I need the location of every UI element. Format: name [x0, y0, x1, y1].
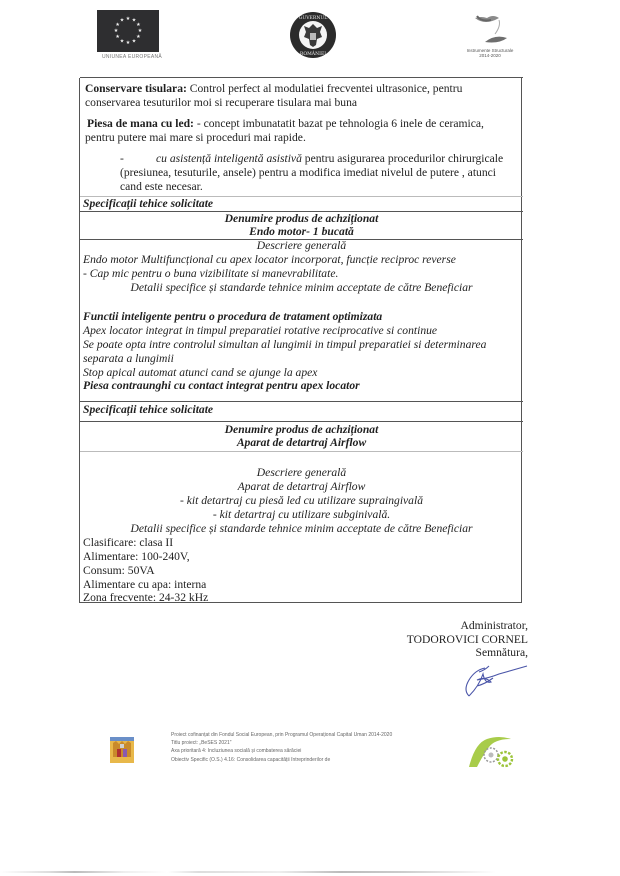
section2-desc-title: Descriere generală: [256, 239, 347, 252]
spec-item: Zona frecvente: 24-32 kHz: [83, 591, 209, 604]
piesa-text1: - concept imbunatatit bazat pe tehnologia 6 inele de ceramica,: [193, 117, 484, 130]
func-line4: Stop apical automat atunci cand se ajunge la apex: [83, 366, 318, 379]
instrumente-structurale-logo: [455, 12, 525, 48]
section2-desc-line1: Endo motor Multifuncțional cu apex locator incorporat, funcție reciproc reverse: [83, 253, 456, 266]
footer-line: Titlu proiect: „BeSES 2021”: [171, 740, 232, 747]
section2-product-label: Denumire produs de achziționat: [224, 212, 379, 225]
footer-project-info: [171, 731, 392, 764]
svg-text:ROMÂNIEI: ROMÂNIEI: [299, 52, 327, 57]
bullet-dash: -: [120, 152, 124, 165]
signer-name: TODOROVICI CORNEL: [406, 632, 528, 646]
guvernul-romaniei-seal: [289, 11, 337, 59]
is-caption-line1: Instrumente Structurale: [466, 48, 514, 53]
specifications-table: [79, 78, 522, 603]
instrumente-structurale-caption: [448, 48, 532, 58]
piesa-line2: pentru putere mai mare si proceduri mai rapide.: [85, 131, 306, 144]
piesa-label: Piesa de mana cu led:: [87, 117, 194, 130]
conservare-line2: conservarea tesuturilor moi si recuperare tisulara mai buna: [85, 96, 358, 109]
footer-line: Proiect cofinanțat din Fondul Social European, prin Programul Operațional Capital Uman 2014-2020: [171, 732, 393, 738]
government-seal-icon: [289, 11, 337, 59]
section3-desc-line1: Aparat de detartraj Airflow: [237, 480, 366, 493]
signature-block: [407, 619, 528, 660]
section3-desc-title: Descriere generală: [256, 466, 347, 479]
bullet-line1: [156, 152, 503, 166]
svg-text:★: ★: [119, 38, 125, 45]
handwritten-signature: [455, 660, 530, 700]
svg-text:★: ★: [131, 38, 137, 45]
func-line1: Apex locator integrat in timpul preparatiei rotative reciprocative si continue: [83, 324, 438, 337]
structural-instruments-icon: [455, 12, 525, 48]
svg-text:★: ★: [113, 28, 119, 34]
divider: [80, 401, 523, 402]
spec-item: Alimentare: 100-240V,: [83, 550, 190, 563]
svg-text:GUVERNUL: GUVERNUL: [298, 16, 328, 21]
spec-item: Alimentare cu apa: interna: [83, 578, 207, 591]
bullet-text1: pentru asigurarea procedurilor chirurgicale: [301, 152, 504, 165]
coat-of-arms-logo: [110, 737, 134, 763]
footer-line: Obiectiv Specific (O.S.) 4.16: Consolidarea capacității întreprinderilor de: [171, 756, 331, 763]
conservare-label: Conservare tisulara:: [85, 82, 187, 95]
svg-text:★: ★: [119, 17, 125, 24]
bullet-line3: cand este necesar.: [120, 180, 203, 193]
section3-desc-line2: - kit detartraj cu piesă led cu utilizare supraingivală: [179, 494, 423, 507]
coat-of-arms-icon: [110, 737, 134, 763]
section2-details-line: Detalii specifice și standarde tehnice minim acceptate de către Beneficiar: [130, 281, 473, 294]
section3-product-label: Denumire produs de achziționat: [224, 423, 379, 436]
scan-edge: [0, 871, 620, 873]
svg-text:★: ★: [115, 34, 120, 40]
section2-heading: Specificații tehice solicitate: [83, 197, 214, 210]
svg-text:★: ★: [131, 17, 137, 24]
section3-heading: Specificații tehice solicitate: [83, 403, 214, 416]
conservare-line1: [85, 82, 462, 96]
section2-desc-line2: - Cap mic pentru o buna vizibilitate si manevrabilitate.: [83, 267, 339, 280]
divider: [80, 421, 523, 422]
functions-title: Functii inteligente pentru o procedura de tratament optimizata: [83, 310, 383, 323]
piesa-line1: [87, 117, 484, 131]
bullet-italic: cu asistență inteligentă asistivă: [156, 152, 302, 165]
svg-text:★: ★: [136, 34, 141, 40]
func-line5: Piesa contraunghi cu contact integrat pentru apex locator: [83, 379, 360, 392]
func-line3: separata a lungimii: [83, 352, 174, 365]
signer-role: Administrator,: [460, 619, 528, 632]
ses-logo: [465, 733, 525, 769]
section3-details-line: Detalii specifice și standarde tehnice minim acceptate de către Beneficiar: [130, 522, 473, 535]
svg-text:★: ★: [115, 22, 120, 28]
footer-line: Axa prioritară 4: Incluziunea socială și combaterea sărăciei: [171, 748, 302, 755]
svg-text:★: ★: [125, 40, 131, 46]
eu-flag-logo: [97, 10, 159, 52]
section2-product-name: Endo motor- 1 bucată: [249, 225, 354, 238]
table-top-border: [80, 77, 523, 78]
svg-text:★: ★: [125, 16, 131, 22]
func-line2: Se poate opta intre controlul simultan al lungimii in timpul preparatiei si determinarea: [83, 338, 487, 351]
spec-item: Consum: 50VA: [83, 564, 155, 577]
section3-desc-line3: - kit detartraj cu utilizare subginivală.: [212, 508, 391, 521]
divider: [80, 451, 523, 452]
svg-text:★: ★: [137, 28, 143, 34]
eu-caption: UNIUNEA EUROPEANĂ: [101, 54, 163, 60]
conservare-text1: Control perfect al modulatiei frecventei ultrasonice, pentru: [186, 82, 463, 95]
is-caption-line2: 2014-2020: [479, 53, 501, 58]
svg-text:★: ★: [136, 22, 141, 28]
section3-product-name: Aparat de detartraj Airflow: [236, 436, 367, 449]
bullet-line2: (presiunea, tesuturile, ansele) pentru a modifica imediat nivelul de putere , atunci: [120, 166, 497, 179]
eu-stars-icon: [97, 10, 159, 52]
signature-label: Semnătura,: [475, 646, 528, 659]
signature-scribble-icon: [455, 660, 530, 700]
spec-item: Clasificare: clasa II: [83, 536, 174, 549]
gears-logo-icon: [465, 733, 525, 769]
